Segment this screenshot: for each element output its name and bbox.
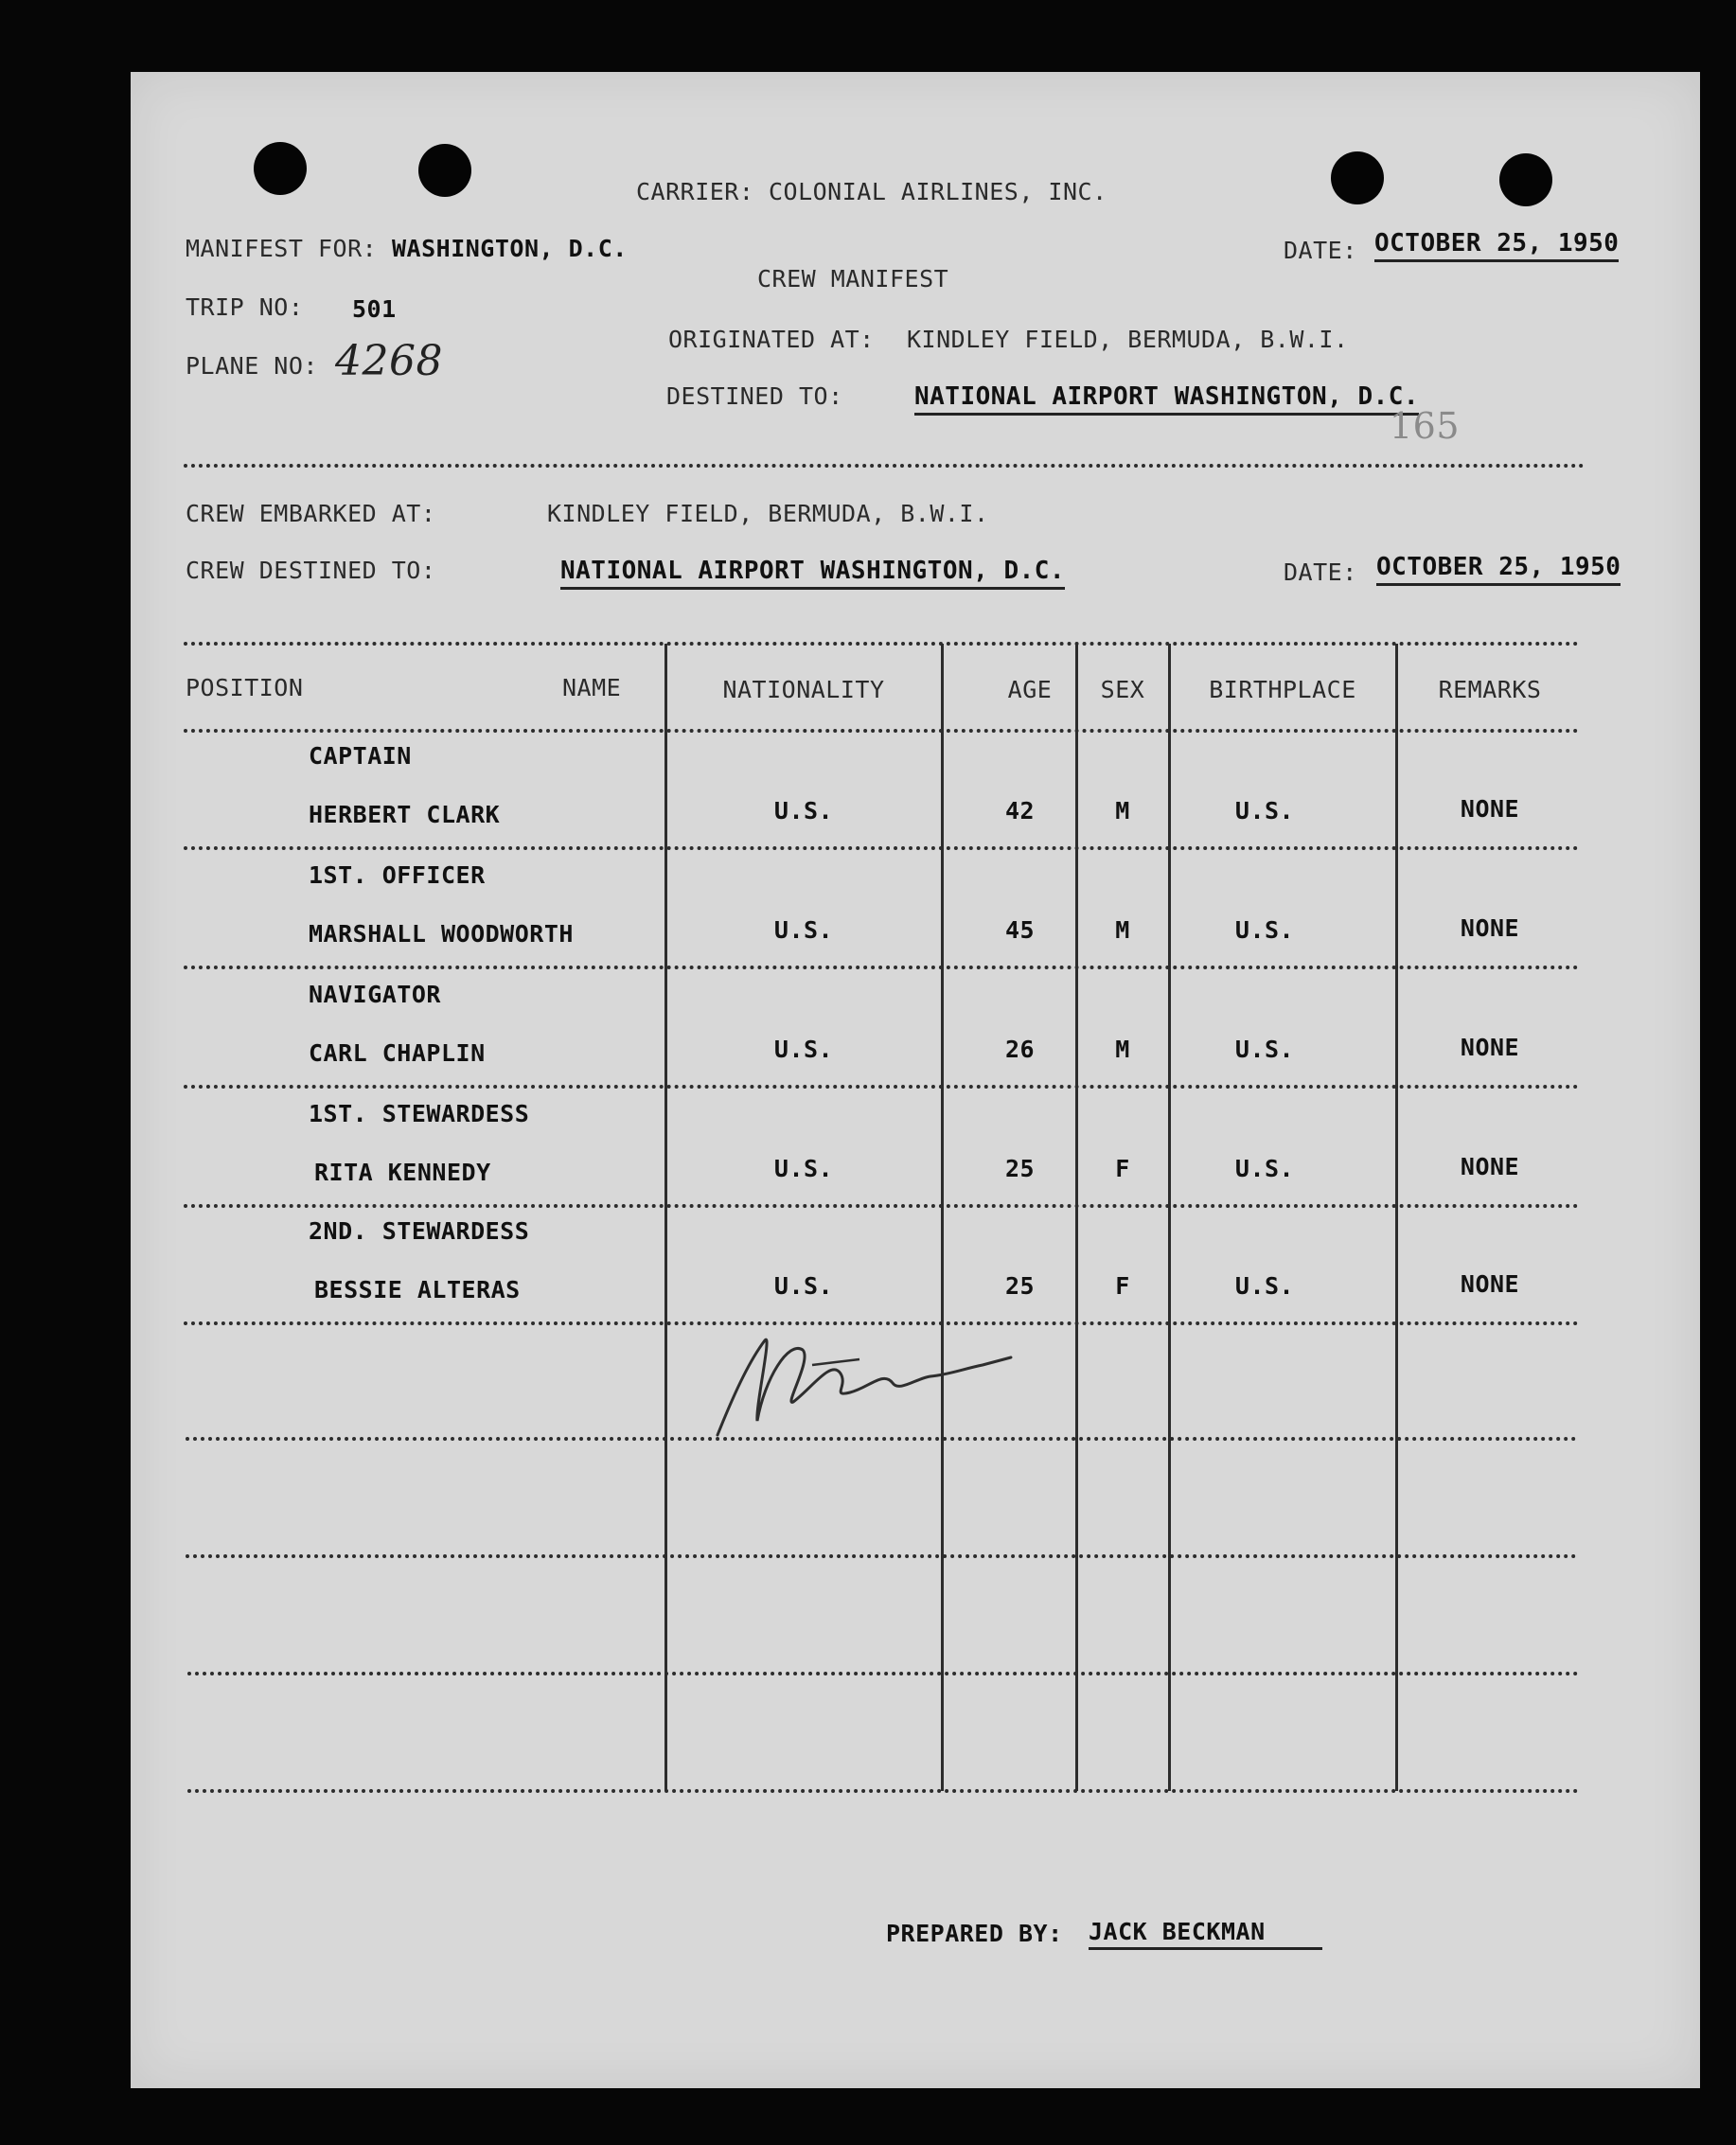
trip-label: TRIP NO: (186, 293, 304, 321)
table-top-rule (184, 642, 1579, 646)
date-label: DATE: (1284, 237, 1357, 264)
crew-age: 26 (1005, 1036, 1036, 1063)
crew-position: 1ST. OFFICER (309, 861, 486, 889)
punch-hole (418, 144, 471, 197)
date-value: OCTOBER 25, 1950 (1374, 229, 1619, 262)
crew-remarks: NONE (1460, 1153, 1520, 1180)
signature-scribble (699, 1303, 1077, 1445)
crew-remarks: NONE (1460, 1034, 1520, 1061)
row-rule (184, 846, 1579, 850)
crew-birthplace: U.S. (1234, 1155, 1295, 1182)
punch-hole (1331, 151, 1384, 204)
crew-sex: M (1115, 916, 1130, 944)
crew-age: 25 (1005, 1155, 1036, 1182)
originated-value: KINDLEY FIELD, BERMUDA, B.W.I. (907, 326, 1349, 353)
crew-date-value: OCTOBER 25, 1950 (1376, 553, 1621, 586)
punch-hole (1499, 153, 1552, 206)
row-rule (184, 1085, 1579, 1089)
crew-birthplace: U.S. (1234, 1272, 1295, 1300)
crew-age: 45 (1005, 916, 1036, 944)
header-rule (184, 729, 1579, 733)
crew-remarks: NONE (1460, 914, 1520, 942)
crew-embarked-value: KINDLEY FIELD, BERMUDA, B.W.I. (547, 500, 989, 527)
divider (184, 464, 1585, 468)
carrier-line: CARRIER: COLONIAL AIRLINES, INC. (636, 178, 1107, 205)
trip-value: 501 (352, 295, 397, 323)
destined-value: NATIONAL AIRPORT WASHINGTON, D.C. (914, 382, 1419, 416)
crew-position: 2ND. STEWARDESS (309, 1217, 530, 1245)
crew-age: 42 (1005, 797, 1036, 824)
crew-embarked-label: CREW EMBARKED AT: (186, 500, 436, 527)
crew-remarks: NONE (1460, 1270, 1520, 1298)
crew-name: HERBERT CLARK (309, 801, 501, 828)
col-header-position: POSITION (186, 674, 304, 701)
crew-name: RITA KENNEDY (314, 1159, 491, 1186)
crew-destined-value: NATIONAL AIRPORT WASHINGTON, D.C. (560, 557, 1065, 590)
crew-position: NAVIGATOR (309, 981, 441, 1008)
crew-sex: M (1115, 1036, 1130, 1063)
crew-remarks: NONE (1460, 795, 1520, 823)
crew-destined-label: CREW DESTINED TO: (186, 557, 436, 584)
originated-label: ORIGINATED AT: (668, 326, 875, 353)
col-header-nationality: NATIONALITY (722, 676, 885, 703)
crew-nationality: U.S. (773, 1272, 834, 1300)
crew-sex: F (1115, 1272, 1130, 1300)
punch-hole (254, 142, 307, 195)
plane-label: PLANE NO: (186, 352, 318, 380)
crew-birthplace: U.S. (1234, 1036, 1295, 1063)
row-rule (186, 1554, 1577, 1558)
page-stamp: 165 (1390, 405, 1461, 447)
crew-nationality: U.S. (773, 1155, 834, 1182)
crew-name: CARL CHAPLIN (309, 1039, 486, 1067)
col-header-sex: SEX (1100, 676, 1145, 703)
col-header-remarks: REMARKS (1438, 676, 1542, 703)
crew-nationality: U.S. (773, 1036, 834, 1063)
row-rule (187, 1672, 1579, 1675)
crew-position: 1ST. STEWARDESS (309, 1100, 530, 1127)
crew-date-label: DATE: (1284, 558, 1357, 586)
crew-nationality: U.S. (773, 916, 834, 944)
row-rule (184, 966, 1579, 969)
manifest-for-label: MANIFEST FOR: (186, 235, 378, 262)
col-header-birthplace: BIRTHPLACE (1209, 676, 1356, 703)
crew-birthplace: U.S. (1234, 797, 1295, 824)
destined-label: DESTINED TO: (666, 382, 843, 410)
col-header-age: AGE (1007, 676, 1053, 703)
manifest-sheet (131, 72, 1700, 2088)
crew-nationality: U.S. (773, 797, 834, 824)
crew-age: 25 (1005, 1272, 1036, 1300)
crew-sex: M (1115, 797, 1130, 824)
crew-name: MARSHALL WOODWORTH (309, 920, 574, 948)
col-header-name: NAME (562, 674, 622, 701)
plane-value: 4268 (335, 337, 443, 385)
prepared-by-value: JACK BECKMAN (1089, 1918, 1322, 1950)
prepared-by-label: PREPARED BY: (886, 1920, 1063, 1947)
crew-sex: F (1115, 1155, 1130, 1182)
col-divider (941, 644, 944, 1791)
manifest-for-value: WASHINGTON, D.C. (392, 235, 628, 262)
crew-name: BESSIE ALTERAS (314, 1276, 521, 1303)
row-rule (184, 1204, 1579, 1208)
crew-position: CAPTAIN (309, 742, 412, 770)
crew-birthplace: U.S. (1234, 916, 1295, 944)
table-bottom-rule (187, 1789, 1579, 1793)
crew-manifest-title: CREW MANIFEST (757, 265, 949, 292)
